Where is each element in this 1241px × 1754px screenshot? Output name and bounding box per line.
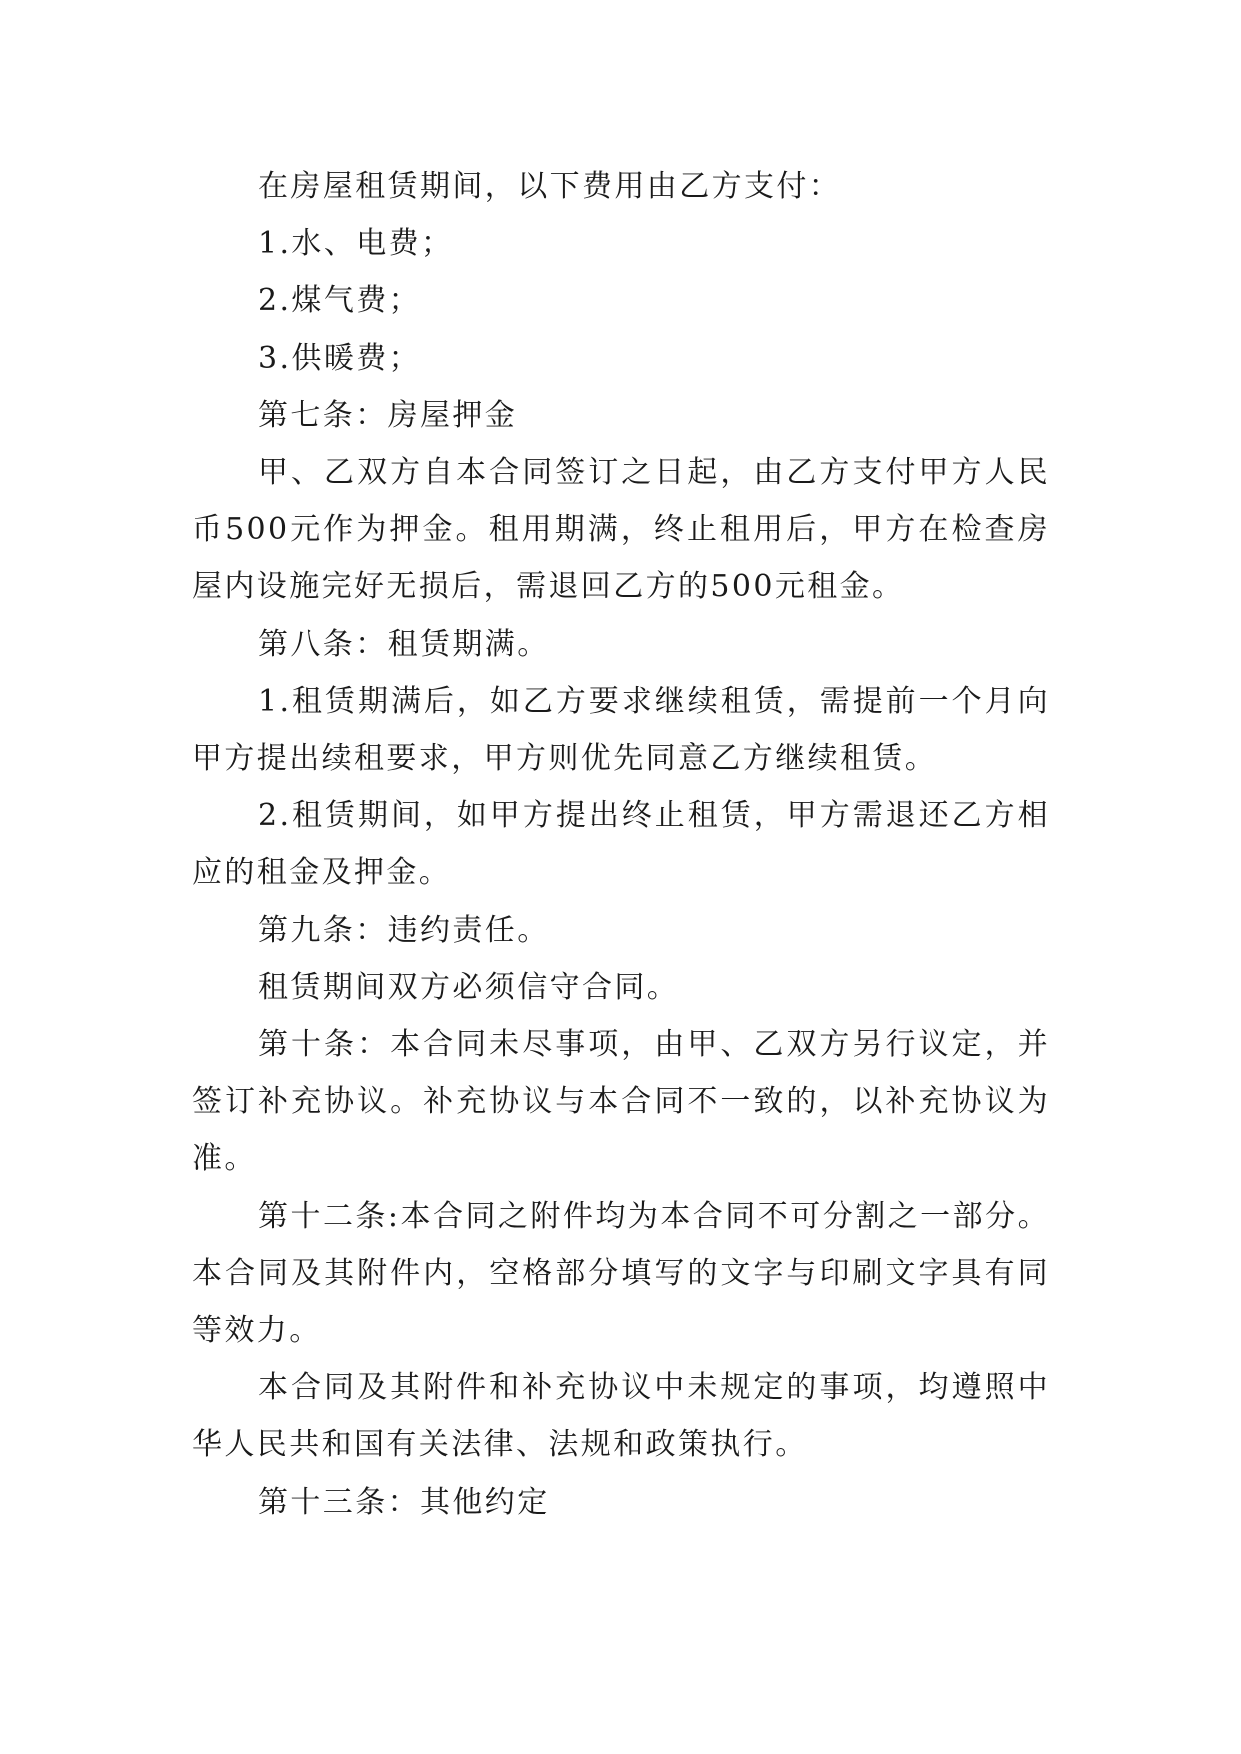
article-8-item-2: 2.租赁期间，如甲方提出终止租赁，甲方需退还乙方相应的租金及押金。 — [192, 798, 1050, 891]
paragraph-fee-gas: 2.煤气费； — [258, 283, 422, 319]
article-9-body: 租赁期间双方必须信守合同。 — [258, 969, 680, 1005]
article-9-heading: 第九条：违约责任。 — [258, 912, 550, 948]
article-10-body: 第十条：本合同未尽事项，由甲、乙双方另行议定，并签订补充协议。补充协议与本合同不一致的，以补充协议为准。 — [192, 1027, 1050, 1177]
article-7-heading: 第七条：房屋押金 — [258, 397, 518, 433]
article-13-heading: 第十三条：其他约定 — [258, 1484, 550, 1520]
article-12-supplement: 本合同及其附件和补充协议中未规定的事项，均遵照中华人民共和国有关法律、法规和政策执行。 — [192, 1370, 1050, 1463]
paragraph-fee-water-electric: 1.水、电费； — [258, 226, 454, 262]
article-7-body: 甲、乙双方自本合同签订之日起，由乙方支付甲方人民币500元作为押金。租用期满，终止租用后，甲方在检查房屋内设施完好无损后，需退回乙方的500元租金。 — [192, 455, 1050, 605]
paragraph-fee-intro: 在房屋租赁期间，以下费用由乙方支付： — [258, 169, 842, 204]
article-8-item-1: 1.租赁期满后，如乙方要求继续租赁，需提前一个月向甲方提出续租要求，甲方则优先同意乙方继续租赁。 — [192, 683, 1050, 777]
document-body — [192, 158, 1050, 1531]
article-12-body: 第十二条:本合同之附件均为本合同不可分割之一部分。本合同及其附件内，空格部分填写的文字与印刷文字具有同等效力。 — [192, 1198, 1050, 1349]
article-8-heading: 第八条：租赁期满。 — [258, 626, 550, 662]
paragraph-fee-heating: 3.供暖费； — [258, 340, 422, 376]
